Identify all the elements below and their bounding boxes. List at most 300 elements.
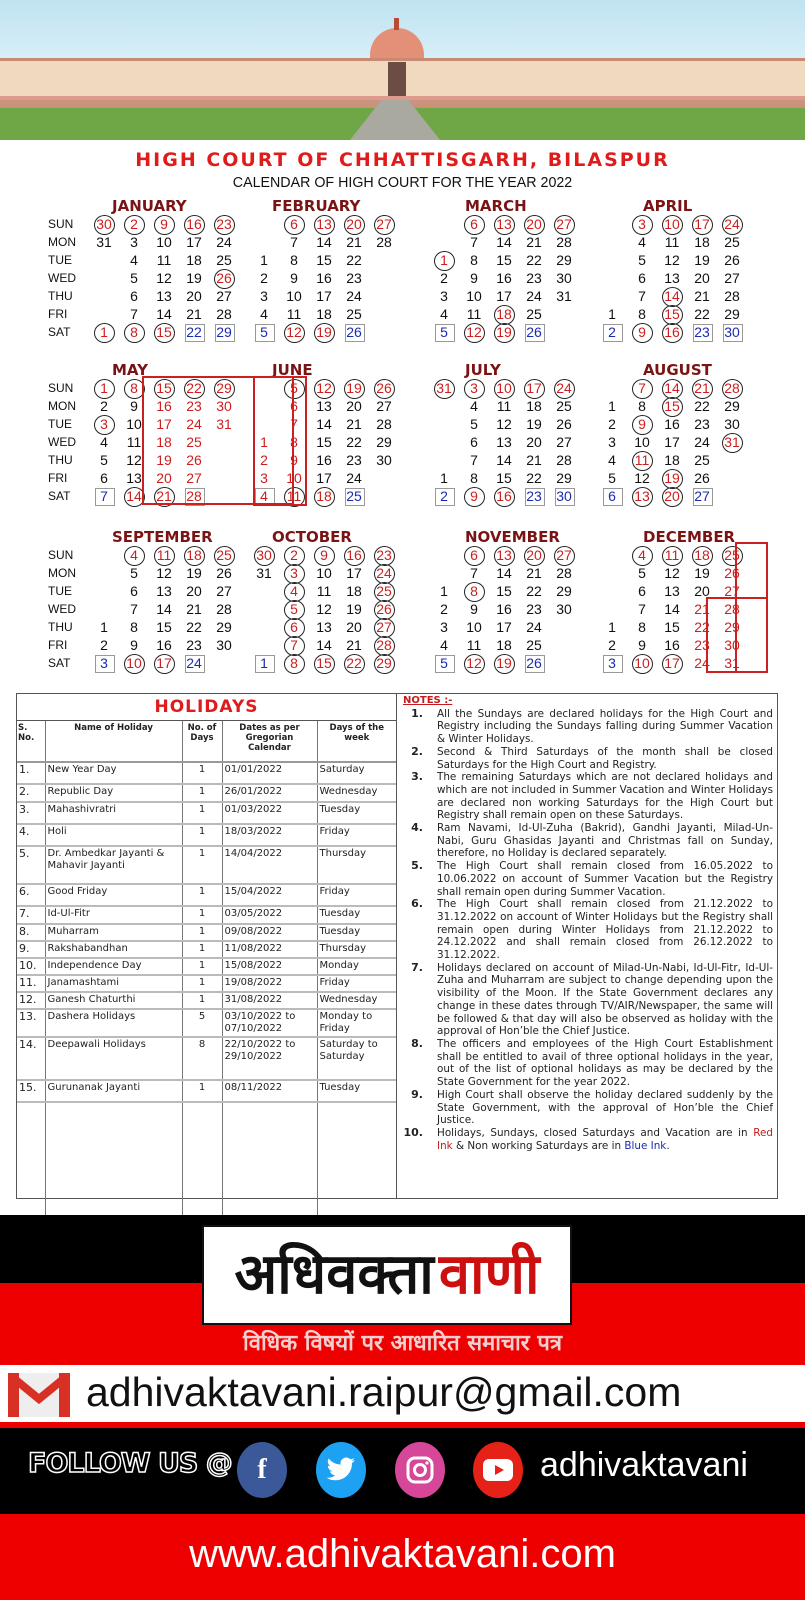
- calendar-day: 15: [664, 619, 680, 635]
- court-entrance: [388, 62, 406, 96]
- calendar-day: 7: [130, 306, 138, 322]
- calendar-day: 15: [156, 619, 172, 635]
- calendar-day: 9: [462, 487, 486, 505]
- calendar-day: 11: [660, 546, 684, 564]
- calendar-day: 26: [186, 452, 202, 468]
- calendar-day: 22: [694, 398, 710, 414]
- holiday-weekday: Tuesday: [317, 802, 396, 824]
- holiday-date: 01/03/2022: [222, 802, 317, 824]
- calendar-day: 6: [470, 434, 478, 450]
- holiday-name: Deepawali Holidays: [45, 1037, 182, 1080]
- weekday-label: TUE: [48, 584, 72, 598]
- calendar-day: 29: [724, 398, 740, 414]
- calendar-day: 29: [372, 654, 396, 672]
- calendar-day: 20: [346, 398, 362, 414]
- calendar-day: 27: [372, 215, 396, 233]
- calendar-day: 8: [122, 323, 146, 341]
- note-item: [403, 962, 773, 1038]
- calendar-day: 12: [462, 654, 486, 672]
- calendar-day: 25: [724, 234, 740, 250]
- calendar-day: 18: [690, 546, 714, 564]
- holiday-sno: 9.: [17, 941, 45, 958]
- social-handle[interactable]: adhivaktavani: [540, 1446, 748, 1484]
- holiday-sno: 5.: [17, 846, 45, 884]
- holiday-sno: 7.: [17, 906, 45, 924]
- calendar-day: 19: [526, 416, 542, 432]
- calendar-day: 1: [92, 379, 116, 397]
- calendar-day: 14: [660, 379, 684, 397]
- holiday-name: Janamashtami: [45, 975, 182, 992]
- calendar-day: 25: [186, 434, 202, 450]
- calendar-day: 15: [496, 583, 512, 599]
- calendar-day: 11: [152, 546, 176, 564]
- calendar-day: 23: [522, 487, 546, 505]
- holiday-row: [17, 958, 396, 975]
- calendar-day: 9: [470, 270, 478, 286]
- calendar-day: 27: [556, 434, 572, 450]
- calendar-day: 20: [522, 546, 546, 564]
- calendar-day: 9: [470, 601, 478, 617]
- calendar-day: 31: [216, 416, 232, 432]
- instagram-icon[interactable]: [395, 1442, 445, 1498]
- calendar-day: 8: [122, 379, 146, 397]
- calendar-day: 1: [440, 583, 448, 599]
- calendar-day: 23: [212, 215, 236, 233]
- calendar-day: 12: [156, 565, 172, 581]
- email-address[interactable]: adhivaktavani.raipur@gmail.com: [86, 1369, 682, 1415]
- holiday-weekday: Thursday: [317, 941, 396, 958]
- month-name: JANUARY: [112, 197, 187, 215]
- calendar-day: 15: [660, 305, 684, 323]
- weekday-label: FRI: [48, 638, 68, 652]
- holiday-row: [17, 941, 396, 958]
- calendar-day: 30: [724, 637, 740, 653]
- holiday-sno: 11.: [17, 975, 45, 992]
- calendar-day: 28: [556, 565, 572, 581]
- high-court-building-photo: [0, 0, 805, 140]
- calendar-day: 6: [462, 546, 486, 564]
- calendar-day: 7: [470, 452, 478, 468]
- month-name: JUNE: [272, 361, 313, 379]
- holiday-date: 31/08/2022: [222, 992, 317, 1009]
- calendar-day: 18: [492, 305, 516, 323]
- calendar-day: 28: [182, 487, 206, 505]
- note-text: All the Sundays are declared holidays for the High Court and Registry including the Sundays falling during Summer Vacation & Winter Holidays.: [437, 707, 773, 746]
- calendar-day: 17: [316, 288, 332, 304]
- weekday-label: TUE: [48, 417, 72, 431]
- calendar-day: 21: [186, 601, 202, 617]
- calendar-day: 25: [694, 452, 710, 468]
- calendar-day: 16: [664, 637, 680, 653]
- holiday-sno: 2.: [17, 784, 45, 802]
- calendar-day: 5: [282, 600, 306, 618]
- calendar-day: 23: [694, 637, 710, 653]
- holiday-sno: 13.: [17, 1009, 45, 1037]
- holiday-weekday: Friday: [317, 824, 396, 846]
- holiday-weekday: Wednesday: [317, 992, 396, 1009]
- holiday-weekday: Tuesday: [317, 1080, 396, 1102]
- calendar-day: 6: [282, 215, 306, 233]
- calendar-day: 1: [608, 398, 616, 414]
- calendar-day: 2: [600, 323, 624, 341]
- calendar-day: 16: [496, 270, 512, 286]
- holiday-sno: 15.: [17, 1080, 45, 1102]
- facebook-icon[interactable]: f: [237, 1442, 287, 1498]
- calendar-day: 7: [630, 379, 654, 397]
- holiday-name: Muharram: [45, 924, 182, 941]
- note-text: Ram Navami, Id-Ul-Zuha (Bakrid), Gandhi Jayanti, Milad-Un-Nabi, Guru Ghasidas Jayanti and Christmas fall on Sunday, therefore, no Holiday is declared separately.: [437, 822, 773, 860]
- calendar-day: 22: [182, 323, 206, 341]
- calendar-day: 5: [470, 416, 478, 432]
- calendar-day: 18: [694, 234, 710, 250]
- weekday-label: MON: [48, 566, 76, 580]
- calendar-day: 11: [156, 252, 172, 268]
- calendar-day: 22: [342, 654, 366, 672]
- weekday-label: SUN: [48, 548, 74, 562]
- calendar-day: 10: [634, 434, 650, 450]
- follow-bar: [0, 1428, 805, 1514]
- calendar-day: 11: [496, 398, 512, 414]
- note-number: 3.: [411, 770, 423, 784]
- note-item: [403, 746, 773, 771]
- col-header-date: Dates as per Gregorian Calendar: [222, 721, 317, 762]
- calendar-day: 21: [346, 637, 362, 653]
- calendar-day: 29: [724, 306, 740, 322]
- holiday-days: 1: [182, 846, 222, 884]
- calendar-day: 2: [608, 416, 616, 432]
- note-number: 8.: [411, 1036, 423, 1050]
- calendar-day: 14: [316, 234, 332, 250]
- holiday-weekday: Wednesday: [317, 784, 396, 802]
- calendar-day: 27: [372, 618, 396, 636]
- note-text: The officers and employees of the High Court Establishment shall be entitled to avail of three optional holidays in the year, out of the list of optional holidays as may be declared by the State Government for the year 2022.: [437, 1037, 773, 1089]
- calendar-day: 13: [664, 270, 680, 286]
- holiday-name: Gurunanak Jayanti: [45, 1080, 182, 1102]
- calendar-day: 22: [346, 252, 362, 268]
- calendar-day: 3: [440, 619, 448, 635]
- calendar-day: 3: [260, 288, 268, 304]
- calendar-day: 7: [290, 416, 298, 432]
- calendar-day: 16: [156, 637, 172, 653]
- calendar-day: 5: [282, 379, 306, 397]
- calendar-day: 19: [660, 469, 684, 487]
- calendar-day: 10: [492, 379, 516, 397]
- calendar-day: 9: [130, 398, 138, 414]
- holiday-date: 03/10/2022 to 07/10/2022: [222, 1009, 317, 1037]
- youtube-icon[interactable]: [473, 1442, 523, 1498]
- calendar-day: 12: [496, 416, 512, 432]
- holiday-days: 1: [182, 906, 222, 924]
- weekday-label: WED: [48, 602, 76, 616]
- calendar-day: 5: [638, 252, 646, 268]
- calendar-day: 7: [638, 601, 646, 617]
- holiday-weekday: Saturday: [317, 762, 396, 784]
- calendar-day: 30: [216, 398, 232, 414]
- calendar-day: 19: [186, 565, 202, 581]
- calendar-day: 30: [376, 452, 392, 468]
- calendar-day: 9: [152, 215, 176, 233]
- holiday-days: 1: [182, 884, 222, 906]
- calendar-day: 14: [316, 637, 332, 653]
- calendar-day: 23: [346, 270, 362, 286]
- calendar-day: 11: [664, 234, 680, 250]
- calendar-day: 13: [312, 215, 336, 233]
- calendar-day: 26: [342, 323, 366, 341]
- calendar-day: 10: [156, 234, 172, 250]
- calendar-day: 2: [608, 637, 616, 653]
- holiday-row: [17, 906, 396, 924]
- holiday-sno: 3.: [17, 802, 45, 824]
- logo-text-part1: अधिवक्ता: [234, 1242, 434, 1307]
- calendar-day: 29: [216, 619, 232, 635]
- website-link[interactable]: www.adhivaktavani.com: [189, 1532, 616, 1576]
- calendar-day: 13: [156, 583, 172, 599]
- holiday-weekday: Friday: [317, 975, 396, 992]
- calendar-day: 16: [492, 487, 516, 505]
- calendar-day: 1: [260, 252, 268, 268]
- calendar-day: 20: [694, 270, 710, 286]
- holiday-row: [17, 924, 396, 941]
- weekday-label: SAT: [48, 325, 71, 339]
- email-bar: [0, 1365, 805, 1428]
- empty-cell: [182, 1102, 222, 1218]
- calendar-day: 6: [638, 583, 646, 599]
- calendar-day: 19: [492, 654, 516, 672]
- calendar-day: 29: [376, 434, 392, 450]
- calendar-day: 18: [312, 487, 336, 505]
- calendar-day: 1: [260, 434, 268, 450]
- holiday-days: 1: [182, 992, 222, 1009]
- calendar-day: 10: [316, 565, 332, 581]
- calendar-day: 17: [664, 434, 680, 450]
- holiday-weekday: Tuesday: [317, 906, 396, 924]
- logo-text-part2: वाणी: [438, 1242, 540, 1307]
- calendar-day: 20: [522, 215, 546, 233]
- weekday-label: SAT: [48, 656, 71, 670]
- calendar-day: 9: [130, 637, 138, 653]
- month-name: SEPTEMBER: [112, 528, 213, 546]
- weekday-label: SAT: [48, 489, 71, 503]
- col-header-name: Name of Holiday: [45, 721, 182, 762]
- website-bar: [0, 1514, 805, 1600]
- calendar-day: 9: [290, 452, 298, 468]
- holiday-weekday: Friday: [317, 884, 396, 906]
- holiday-name: Dashera Holidays: [45, 1009, 182, 1037]
- calendar-day: 20: [694, 583, 710, 599]
- calendar-day: 11: [282, 487, 306, 505]
- calendar-day: 21: [346, 234, 362, 250]
- notes-panel: [397, 693, 778, 1199]
- calendar-day: 9: [312, 546, 336, 564]
- calendar-day: 12: [312, 379, 336, 397]
- calendar-day: 27: [552, 546, 576, 564]
- calendar-day: 12: [462, 323, 486, 341]
- calendar-day: 15: [152, 379, 176, 397]
- follow-us-label: FOLLOW US @: [28, 1448, 232, 1479]
- holiday-date: 03/05/2022: [222, 906, 317, 924]
- note-number: 9.: [411, 1087, 423, 1101]
- calendar-day: 19: [186, 270, 202, 286]
- calendar-day: 28: [372, 636, 396, 654]
- calendar-day: 3: [92, 654, 116, 672]
- weekday-label: THU: [48, 289, 73, 303]
- calendar-day: 17: [346, 565, 362, 581]
- calendar-day: 30: [724, 416, 740, 432]
- holiday-date: 22/10/2022 to 29/10/2022: [222, 1037, 317, 1080]
- calendar-day: 20: [346, 619, 362, 635]
- holiday-date: 09/08/2022: [222, 924, 317, 941]
- calendar-day: 4: [282, 582, 306, 600]
- calendar-day: 25: [372, 582, 396, 600]
- calendar-day: 21: [694, 601, 710, 617]
- calendar-day: 10: [466, 288, 482, 304]
- month-name: AUGUST: [643, 361, 712, 379]
- calendar-day: 1: [92, 323, 116, 341]
- calendar-day: 14: [660, 287, 684, 305]
- holiday-days: 1: [182, 762, 222, 784]
- calendar-day: 26: [212, 269, 236, 287]
- calendar-day: 26: [372, 379, 396, 397]
- calendar-day: 4: [130, 252, 138, 268]
- calendar-day: 21: [526, 452, 542, 468]
- note-text-part: Holidays, Sundays, closed Saturdays and Vacation are in: [437, 1126, 748, 1139]
- calendar-day: 19: [346, 601, 362, 617]
- calendar-day: 27: [376, 398, 392, 414]
- holiday-days: 1: [182, 784, 222, 802]
- month-name: DECEMBER: [643, 528, 736, 546]
- calendar-day: 24: [694, 434, 710, 450]
- note-item: [403, 1089, 773, 1127]
- calendar-day: 13: [492, 215, 516, 233]
- calendar-day: 13: [496, 434, 512, 450]
- calendar-day: 23: [526, 270, 542, 286]
- calendar-day: 27: [186, 470, 202, 486]
- calendar-day: 21: [690, 379, 714, 397]
- calendar-day: 8: [470, 252, 478, 268]
- holiday-date: 08/11/2022: [222, 1080, 317, 1102]
- calendar-day: 5: [432, 323, 456, 341]
- calendar-day: 19: [492, 323, 516, 341]
- holiday-sno: 10.: [17, 958, 45, 975]
- holidays-title: HOLIDAYS: [17, 694, 396, 721]
- calendar-day: 14: [316, 416, 332, 432]
- calendar-day: 12: [156, 270, 172, 286]
- calendar-day: 21: [694, 288, 710, 304]
- calendar-day: 21: [186, 306, 202, 322]
- calendar-day: 26: [694, 470, 710, 486]
- holiday-row: [17, 824, 396, 846]
- holiday-name: Holi: [45, 824, 182, 846]
- calendar-day: 1: [432, 251, 456, 269]
- calendar-day: 22: [346, 434, 362, 450]
- holiday-row: [17, 1080, 396, 1102]
- calendar-day: 21: [526, 565, 542, 581]
- calendar-day: 20: [156, 470, 172, 486]
- calendar-day: 7: [92, 487, 116, 505]
- calendar-day: 14: [156, 306, 172, 322]
- calendar-day: 22: [694, 306, 710, 322]
- calendar-day: 21: [346, 416, 362, 432]
- calendar-day: 29: [212, 379, 236, 397]
- holiday-days: 5: [182, 1009, 222, 1037]
- note-number: 4.: [411, 821, 423, 835]
- calendar-day: 2: [432, 487, 456, 505]
- calendar-day: 22: [526, 470, 542, 486]
- holiday-name: Rakshabandhan: [45, 941, 182, 958]
- holiday-date: 15/04/2022: [222, 884, 317, 906]
- calendar-day: 12: [126, 452, 142, 468]
- holiday-sno: 1.: [17, 762, 45, 784]
- calendar-day: 12: [664, 252, 680, 268]
- calendar-day: 7: [470, 234, 478, 250]
- weekday-label: SUN: [48, 381, 74, 395]
- holiday-weekday: Monday: [317, 958, 396, 975]
- calendar-day: 18: [526, 398, 542, 414]
- calendar-day: 7: [638, 288, 646, 304]
- calendar-day: 20: [660, 487, 684, 505]
- calendar-day: 9: [630, 323, 654, 341]
- calendar-day: 11: [466, 637, 482, 653]
- note-item: [403, 860, 773, 898]
- calendar-day: 29: [724, 619, 740, 635]
- calendar-day: 28: [216, 306, 232, 322]
- calendar-day: 8: [282, 654, 306, 672]
- calendar-day: 18: [316, 306, 332, 322]
- calendar-day: 17: [690, 215, 714, 233]
- calendar-day: 2: [440, 601, 448, 617]
- notes-heading: NOTES :-: [403, 695, 453, 706]
- calendar-day: 6: [290, 398, 298, 414]
- calendar-day: 23: [186, 637, 202, 653]
- holiday-empty-row: [17, 1102, 396, 1218]
- calendar-day: 10: [286, 470, 302, 486]
- calendar-day: 8: [462, 582, 486, 600]
- calendar-day: 20: [186, 288, 202, 304]
- twitter-icon[interactable]: [316, 1442, 366, 1498]
- calendar-day: 4: [100, 434, 108, 450]
- calendar-day: 24: [346, 470, 362, 486]
- weekday-label: FRI: [48, 471, 68, 485]
- ad-tagline: विधिक विषयों पर आधारित समाचार पत्र: [243, 1331, 562, 1356]
- calendar-day: 26: [522, 654, 546, 672]
- calendar-day: 2: [282, 546, 306, 564]
- holiday-date: 26/01/2022: [222, 784, 317, 802]
- calendar-day: 4: [252, 487, 276, 505]
- weekday-label: SUN: [48, 217, 74, 231]
- calendar-day: 30: [552, 487, 576, 505]
- note-number: 6.: [411, 897, 423, 911]
- calendar-day: 10: [122, 654, 146, 672]
- calendar-day: 4: [440, 637, 448, 653]
- calendar-day: 15: [316, 434, 332, 450]
- calendar-day: 14: [496, 452, 512, 468]
- calendar-day: 13: [630, 487, 654, 505]
- calendar-day: 2: [122, 215, 146, 233]
- calendar-day: 21: [152, 487, 176, 505]
- note-text: Second & Third Saturdays of the month shall be closed Saturdays for the High Court and Registry.: [437, 745, 773, 771]
- calendar-day: 20: [186, 583, 202, 599]
- weekday-label: WED: [48, 271, 76, 285]
- calendar-day: 16: [182, 215, 206, 233]
- calendar-day: 6: [600, 487, 624, 505]
- holiday-days: 1: [182, 941, 222, 958]
- calendar-day: 26: [556, 416, 572, 432]
- calendar-day: 3: [92, 415, 116, 433]
- calendar-day: 25: [342, 487, 366, 505]
- calendar-day: 16: [156, 398, 172, 414]
- calendar-day: 17: [186, 234, 202, 250]
- holiday-sno: 14.: [17, 1037, 45, 1080]
